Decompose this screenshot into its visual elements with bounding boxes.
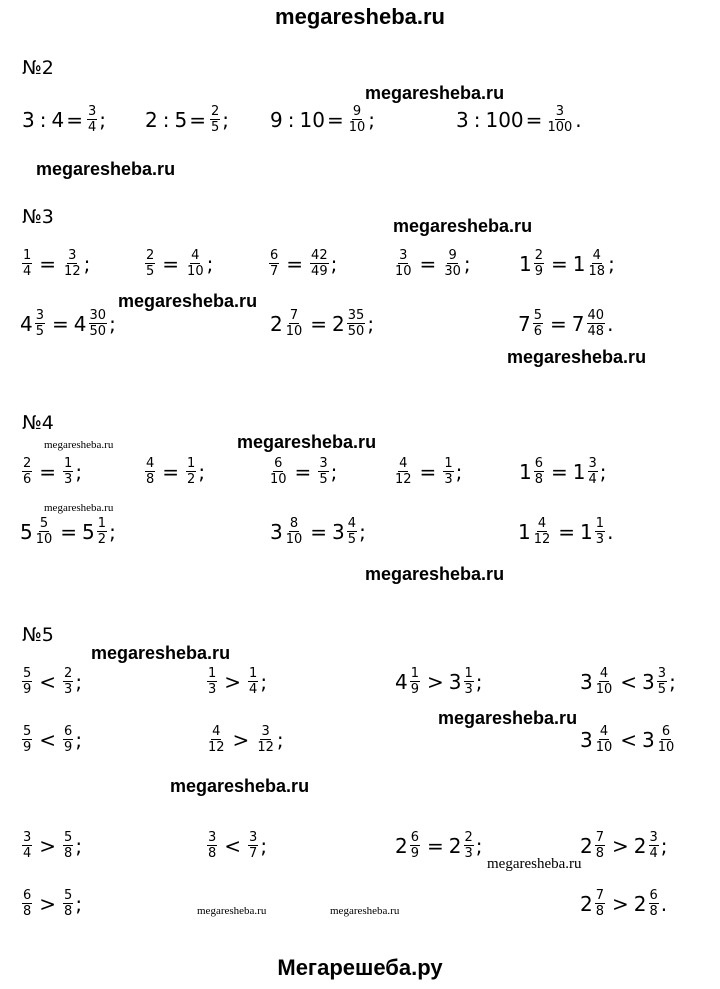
ratio-expression: 2 : 5 = $\frac{2}{5}$ ; bbox=[145, 104, 230, 135]
fraction-comparison: 3 $\frac{4}{10}$ < 3 $\frac{3}{5}$ ; bbox=[580, 666, 676, 697]
watermark: megaresheba.ru bbox=[365, 83, 505, 103]
fraction-equality: $\frac{6}{7}$ = $\frac{42}{49}$ ; bbox=[270, 248, 338, 279]
watermark: megaresheba.ru bbox=[36, 159, 176, 179]
fraction-equality: 5 $\frac{5}{10}$ = 5 $\frac{1}{2}$ ; bbox=[20, 516, 116, 547]
fraction-equality: $\frac{6}{10}$ = $\frac{3}{5}$ ; bbox=[270, 456, 338, 487]
fraction-comparison: 2 $\frac{7}{8}$ > 2 $\frac{6}{8}$ . bbox=[580, 888, 668, 919]
fraction-comparison: $\frac{5}{9}$ < $\frac{6}{9}$ ; bbox=[23, 724, 83, 755]
watermark: megaresheba.ru bbox=[487, 856, 582, 872]
watermark: megaresheba.ru bbox=[438, 708, 578, 728]
watermark: megaresheba.ru bbox=[170, 776, 310, 796]
watermark: megaresheba.ru bbox=[197, 905, 267, 917]
fraction-equality: $\frac{4}{12}$ = $\frac{1}{3}$ ; bbox=[395, 456, 463, 487]
watermark: megaresheba.ru bbox=[118, 291, 258, 311]
section-title-4: №4 bbox=[22, 412, 54, 434]
fraction-equality: 3 $\frac{8}{10}$ = 3 $\frac{4}{5}$ ; bbox=[270, 516, 366, 547]
fraction-equality: $\frac{2}{5}$ = $\frac{4}{10}$ ; bbox=[146, 248, 214, 279]
fraction-comparison: $\frac{6}{8}$ > $\frac{5}{8}$ ; bbox=[23, 888, 83, 919]
ratio-expression: 3 : 100 = $\frac{3}{100}$ . bbox=[456, 104, 582, 135]
watermark: megaresheba.ru bbox=[237, 432, 377, 452]
fraction-comparison: $\frac{5}{9}$ < $\frac{2}{3}$ ; bbox=[23, 666, 83, 697]
fraction-comparison: 4 $\frac{1}{9}$ > 3 $\frac{1}{3}$ ; bbox=[395, 666, 483, 697]
page-footer-site: Мегарешеба.ру bbox=[277, 955, 443, 980]
fraction-equality: 1 $\frac{6}{8}$ = 1 $\frac{3}{4}$ ; bbox=[519, 456, 607, 487]
watermark: megaresheba.ru bbox=[44, 439, 114, 451]
watermark: megaresheba.ru bbox=[393, 216, 533, 236]
section-title-5: №5 bbox=[22, 624, 54, 646]
fraction-comparison: $\frac{3}{8}$ < $\frac{3}{7}$ ; bbox=[208, 830, 268, 861]
fraction-comparison: $\frac{3}{4}$ > $\frac{5}{8}$ ; bbox=[23, 830, 83, 861]
watermark: megaresheba.ru bbox=[44, 502, 114, 514]
watermark: megaresheba.ru bbox=[365, 564, 505, 584]
fraction-comparison: 2 $\frac{6}{9}$ = 2 $\frac{2}{3}$ ; bbox=[395, 830, 483, 861]
fraction-comparison: 3 $\frac{4}{10}$ < 3 $\frac{6}{10}$ bbox=[580, 724, 675, 755]
fraction-equality: 2 $\frac{7}{10}$ = 2 $\frac{35}{50}$ ; bbox=[270, 308, 375, 339]
watermark: megaresheba.ru bbox=[91, 643, 231, 663]
fraction-equality: 1 $\frac{4}{12}$ = 1 $\frac{1}{3}$ . bbox=[518, 516, 614, 547]
fraction-equality: 7 $\frac{5}{6}$ = 7 $\frac{40}{48}$ . bbox=[518, 308, 614, 339]
fraction-equality: $\frac{2}{6}$ = $\frac{1}{3}$ ; bbox=[23, 456, 83, 487]
fraction-comparison: 2 $\frac{7}{8}$ > 2 $\frac{3}{4}$ ; bbox=[580, 830, 668, 861]
fraction-equality: $\frac{4}{8}$ = $\frac{1}{2}$ ; bbox=[146, 456, 206, 487]
ratio-expression: 3 : 4 = $\frac{3}{4}$ ; bbox=[22, 104, 107, 135]
section-title-3: №3 bbox=[22, 206, 54, 228]
fraction-equality: 1 $\frac{2}{9}$ = 1 $\frac{4}{18}$ ; bbox=[519, 248, 615, 279]
watermark: megaresheba.ru bbox=[507, 347, 647, 367]
fraction-comparison: $\frac{4}{12}$ > $\frac{3}{12}$ ; bbox=[208, 724, 284, 755]
fraction-equality: $\frac{3}{10}$ = $\frac{9}{30}$ ; bbox=[395, 248, 471, 279]
page-header-site: megaresheba.ru bbox=[275, 4, 445, 29]
ratio-expression: 9 : 10 = $\frac{9}{10}$ ; bbox=[270, 104, 375, 135]
watermark: megaresheba.ru bbox=[330, 905, 400, 917]
fraction-equality: 4 $\frac{3}{5}$ = 4 $\frac{30}{50}$ ; bbox=[20, 308, 116, 339]
fraction-comparison: $\frac{1}{3}$ > $\frac{1}{4}$ ; bbox=[208, 666, 268, 697]
fraction-equality: $\frac{1}{4}$ = $\frac{3}{12}$ ; bbox=[23, 248, 91, 279]
section-title-2: №2 bbox=[22, 57, 54, 79]
